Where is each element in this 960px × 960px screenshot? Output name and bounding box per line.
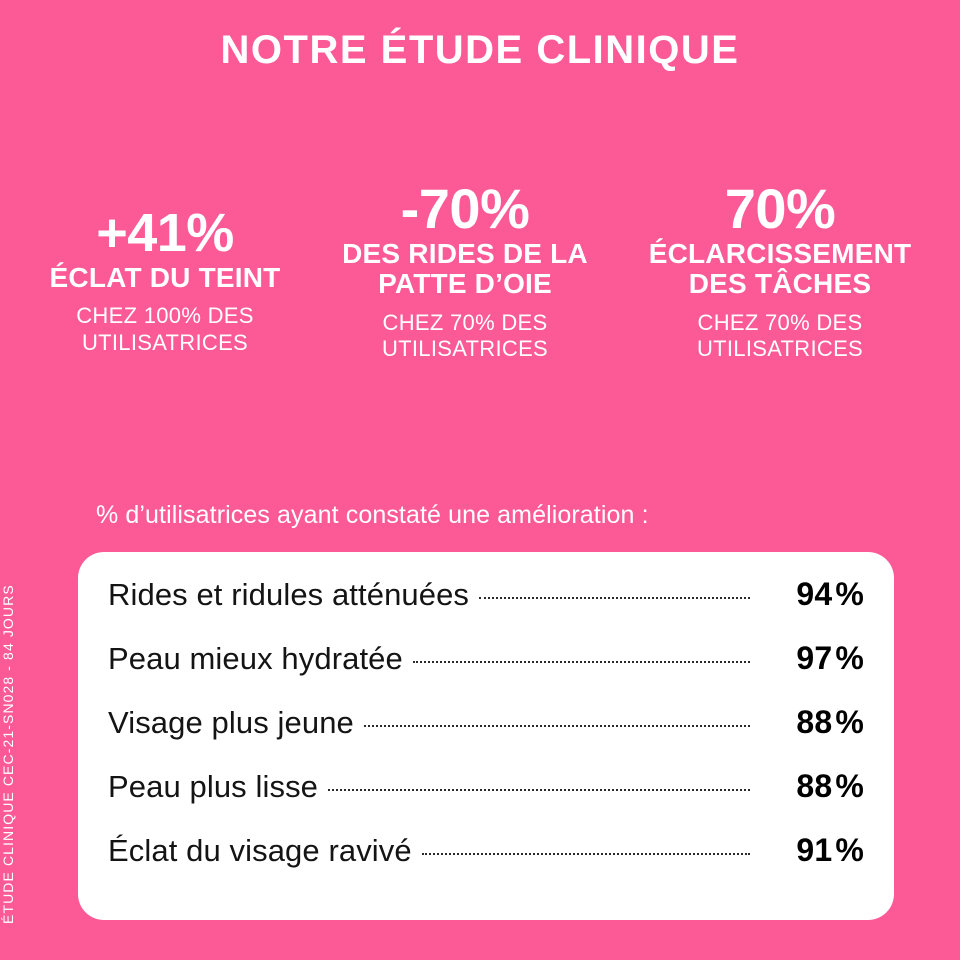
row-label: Peau plus lisse	[108, 769, 319, 804]
results-card	[78, 552, 894, 920]
table-row	[108, 704, 864, 768]
row-value-unit: %	[835, 768, 864, 804]
row-value-unit: %	[835, 832, 864, 868]
row-value-number: 88	[796, 768, 833, 804]
dot-leader	[364, 725, 750, 727]
chart-heading: % d’utilisatrices ayant constaté une amélioration :	[96, 501, 649, 529]
row-value-unit: %	[835, 576, 864, 612]
dot-leader	[413, 661, 750, 663]
row-value-unit: %	[835, 640, 864, 676]
row-value-number: 91	[796, 832, 833, 868]
stat-value: +41%	[96, 203, 234, 263]
row-value-number: 94	[796, 576, 833, 612]
dot-leader	[328, 789, 750, 791]
dot-leader	[422, 853, 750, 855]
table-row	[108, 768, 864, 832]
table-row	[108, 640, 864, 704]
row-label: Visage plus jeune	[108, 705, 354, 740]
stats-row	[0, 177, 960, 363]
row-value-number: 97	[796, 640, 833, 676]
study-reference-caption: ÉTUDE CLINIQUE CEC-21-SN028 - 84 JOURS	[0, 584, 16, 924]
table-row	[108, 576, 864, 640]
stat-block-radiance	[15, 180, 315, 357]
row-value-number: 88	[796, 704, 833, 740]
row-value-unit: %	[835, 704, 864, 740]
row-value	[760, 768, 864, 805]
row-value	[760, 576, 864, 613]
row-value	[760, 640, 864, 677]
stat-label: ÉCLAT DU TEINT	[49, 262, 281, 294]
row-label: Peau mieux hydratée	[108, 641, 403, 676]
dot-leader	[479, 597, 750, 599]
stat-value: -70%	[400, 177, 530, 240]
stat-label: DES RIDES DE LA PATTE D’OIE	[342, 238, 588, 300]
stat-block-darkspots	[615, 177, 945, 363]
stat-label: ÉCLARCISSEMENT DES TÂCHES	[648, 238, 912, 300]
row-label: Rides et ridules atténuées	[108, 577, 470, 612]
page-title: NOTRE ÉTUDE CLINIQUE	[220, 28, 740, 72]
row-label: Éclat du visage ravivé	[108, 833, 412, 868]
stat-value: 70%	[724, 177, 836, 240]
row-value	[760, 832, 864, 869]
row-value	[760, 704, 864, 741]
stat-sublabel: CHEZ 100% DES UTILISATRICES	[76, 303, 254, 356]
stat-sublabel: CHEZ 70% DES UTILISATRICES	[696, 309, 864, 362]
table-row	[108, 832, 864, 896]
stat-block-crowsfeet	[315, 177, 615, 363]
stat-sublabel: CHEZ 70% DES UTILISATRICES	[381, 309, 549, 362]
